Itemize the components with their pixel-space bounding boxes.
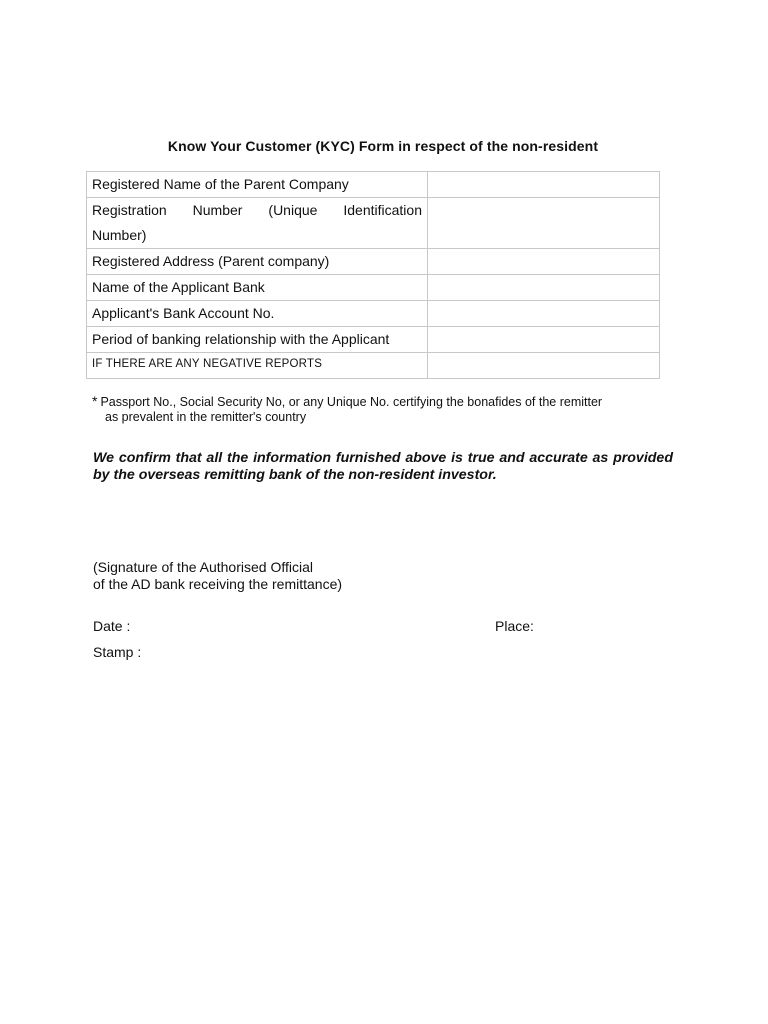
row-label-banking-relationship-period: Period of banking relationship with the Applicant [87, 327, 428, 353]
row-label-parent-company-name: Registered Name of the Parent Company [87, 172, 428, 198]
row-value-registered-address[interactable] [428, 249, 660, 275]
confirmation-statement: We confirm that all the information furnished above is true and accurate as provided by the overseas remitting bank of the non-resident investor. [93, 450, 673, 483]
signature-block [93, 559, 513, 593]
signature-line1: (Signature of the Authorised Official [93, 559, 313, 575]
stamp-label: Stamp : [93, 644, 142, 660]
footnote-marker: * [92, 393, 98, 409]
footnote [92, 394, 682, 425]
table-row [87, 198, 660, 249]
table-row [87, 275, 660, 301]
row-value-banking-relationship-period[interactable] [428, 327, 660, 353]
row-value-parent-company-name[interactable] [428, 172, 660, 198]
table-row [87, 353, 660, 379]
footnote-line2: as prevalent in the remitter's country [105, 410, 307, 424]
form-title: Know Your Customer (KYC) Form in respect of the non-resident [167, 138, 599, 154]
row-value-bank-account-no[interactable] [428, 301, 660, 327]
table-row [87, 327, 660, 353]
date-label: Date : [93, 618, 131, 634]
row-label-registration-number-line1: Registration Number (Unique Identification [92, 202, 422, 218]
row-label-registration-number [87, 198, 428, 249]
row-label-registered-address: Registered Address (Parent company) [87, 249, 428, 275]
table-row [87, 172, 660, 198]
table-row [87, 301, 660, 327]
signature-line2: of the AD bank receiving the remittance) [93, 576, 343, 592]
kyc-table [86, 171, 660, 379]
row-label-registration-number-line2: Number) [92, 227, 147, 243]
row-value-applicant-bank-name[interactable] [428, 275, 660, 301]
place-label: Place: [495, 618, 534, 634]
row-label-bank-account-no: Applicant's Bank Account No. [87, 301, 428, 327]
row-value-negative-reports[interactable] [428, 353, 660, 379]
row-label-negative-reports: IF THERE ARE ANY NEGATIVE REPORTS [87, 353, 428, 379]
row-label-applicant-bank-name: Name of the Applicant Bank [87, 275, 428, 301]
footnote-line1: Passport No., Social Security No, or any Unique No. certifying the bonafides of the remitter [100, 395, 603, 409]
row-value-registration-number[interactable] [428, 198, 660, 249]
table-row [87, 249, 660, 275]
